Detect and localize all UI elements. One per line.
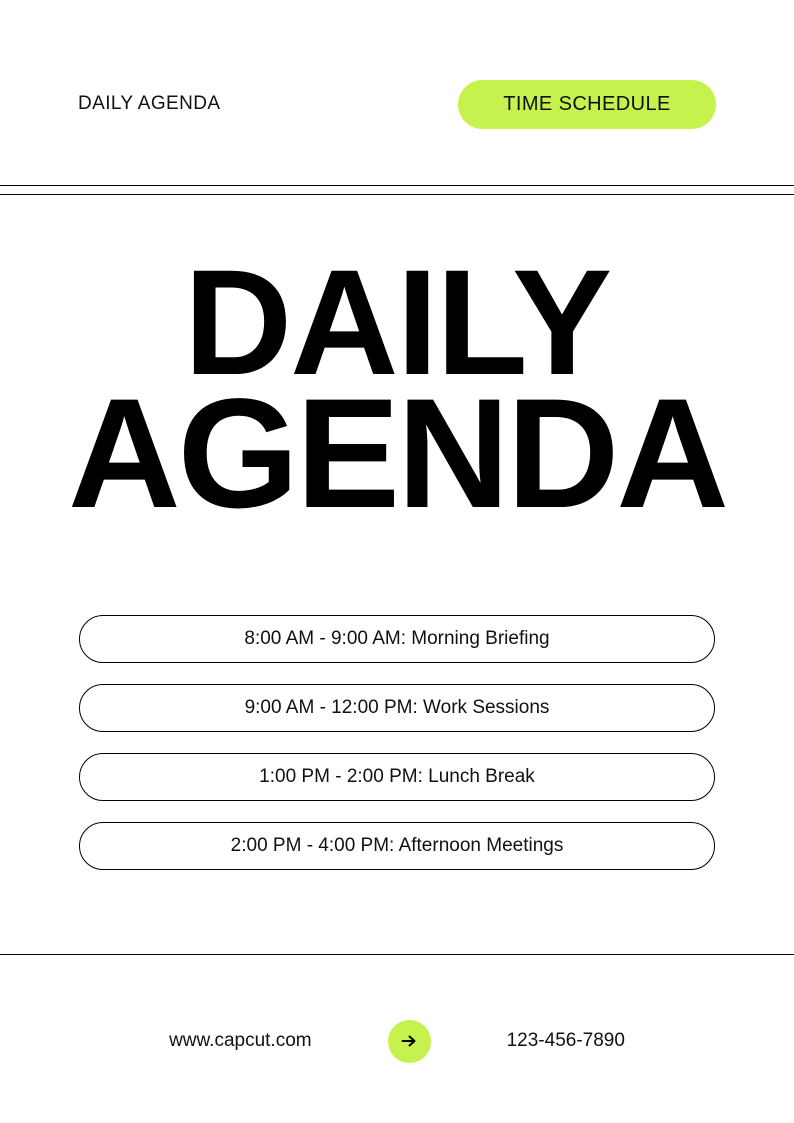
- page-title-line-2: AGENDA: [67, 367, 727, 541]
- header-label: DAILY AGENDA: [78, 93, 221, 114]
- arrow-right-icon: [388, 1020, 431, 1063]
- list-item: [79, 822, 715, 870]
- list-item: [79, 684, 715, 732]
- time-schedule-badge: [458, 80, 716, 129]
- page-title: [0, 238, 794, 541]
- agenda-list: [79, 615, 715, 891]
- footer-phone: 123-456-7890: [506, 1030, 625, 1051]
- page-title-line-1: DAILY: [183, 238, 611, 406]
- divider-bottom: [0, 954, 794, 955]
- divider-top-first: [0, 185, 794, 186]
- list-item-label: 8:00 AM - 9:00 AM: Morning Briefing: [244, 628, 550, 649]
- list-item-label: 2:00 PM - 4:00 PM: Afternoon Meetings: [230, 835, 564, 856]
- list-item: [79, 615, 715, 663]
- footer: [0, 1012, 794, 1070]
- header: [0, 78, 794, 130]
- list-item: [79, 753, 715, 801]
- divider-top-second: [0, 194, 794, 195]
- time-schedule-badge-label: TIME SCHEDULE: [503, 92, 671, 115]
- list-item-label: 1:00 PM - 2:00 PM: Lunch Break: [259, 766, 535, 787]
- footer-website: www.capcut.com: [169, 1030, 312, 1051]
- list-item-label: 9:00 AM - 12:00 PM: Work Sessions: [244, 697, 550, 718]
